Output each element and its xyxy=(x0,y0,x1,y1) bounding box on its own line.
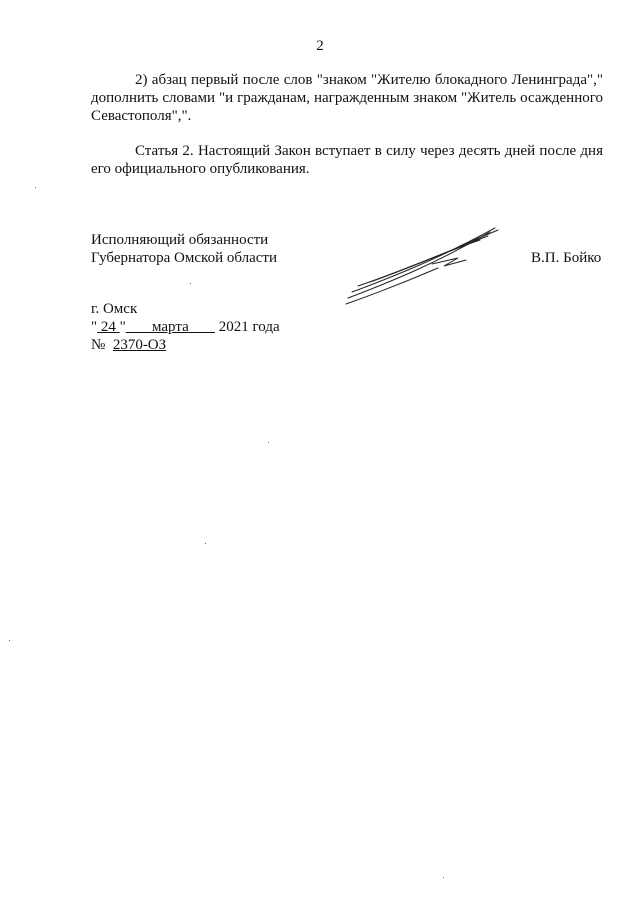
number-sign: № xyxy=(91,337,106,353)
number-value: 2370-ОЗ xyxy=(112,337,167,353)
scan-speck xyxy=(9,640,10,641)
signer-name: В.П. Бойко xyxy=(531,250,602,266)
paragraph-amendment: 2) абзац первый после слов "знаком "Жителю блокадного Ленинграда"," дополнить словами "и гражданам, награжденным знаком "Житель осажденного Севастополя",". xyxy=(91,72,603,124)
scan-speck xyxy=(205,543,206,544)
scan-speck xyxy=(443,877,444,878)
signing-date xyxy=(91,318,280,336)
place-of-signing: г. Омск xyxy=(91,301,138,317)
scan-speck xyxy=(35,187,36,188)
page-number: 2 xyxy=(316,38,324,54)
handwritten-signature xyxy=(340,220,505,308)
signer-title-line-2: Губернатора Омской области xyxy=(91,250,277,266)
paragraph-article-2: Статья 2. Настоящий Закон вступает в силу через десять дней после дня его официального опубликования. xyxy=(91,143,603,177)
date-open-quote: " xyxy=(91,319,98,335)
date-year: 2021 года xyxy=(218,319,280,335)
date-close-quote: " xyxy=(119,319,126,335)
date-day: 24 xyxy=(100,319,116,335)
law-number xyxy=(91,336,166,354)
signer-title-line-1: Исполняющий обязанности xyxy=(91,232,269,248)
scan-speck xyxy=(268,442,269,443)
scan-speck xyxy=(190,283,191,284)
date-month: марта xyxy=(152,319,189,335)
